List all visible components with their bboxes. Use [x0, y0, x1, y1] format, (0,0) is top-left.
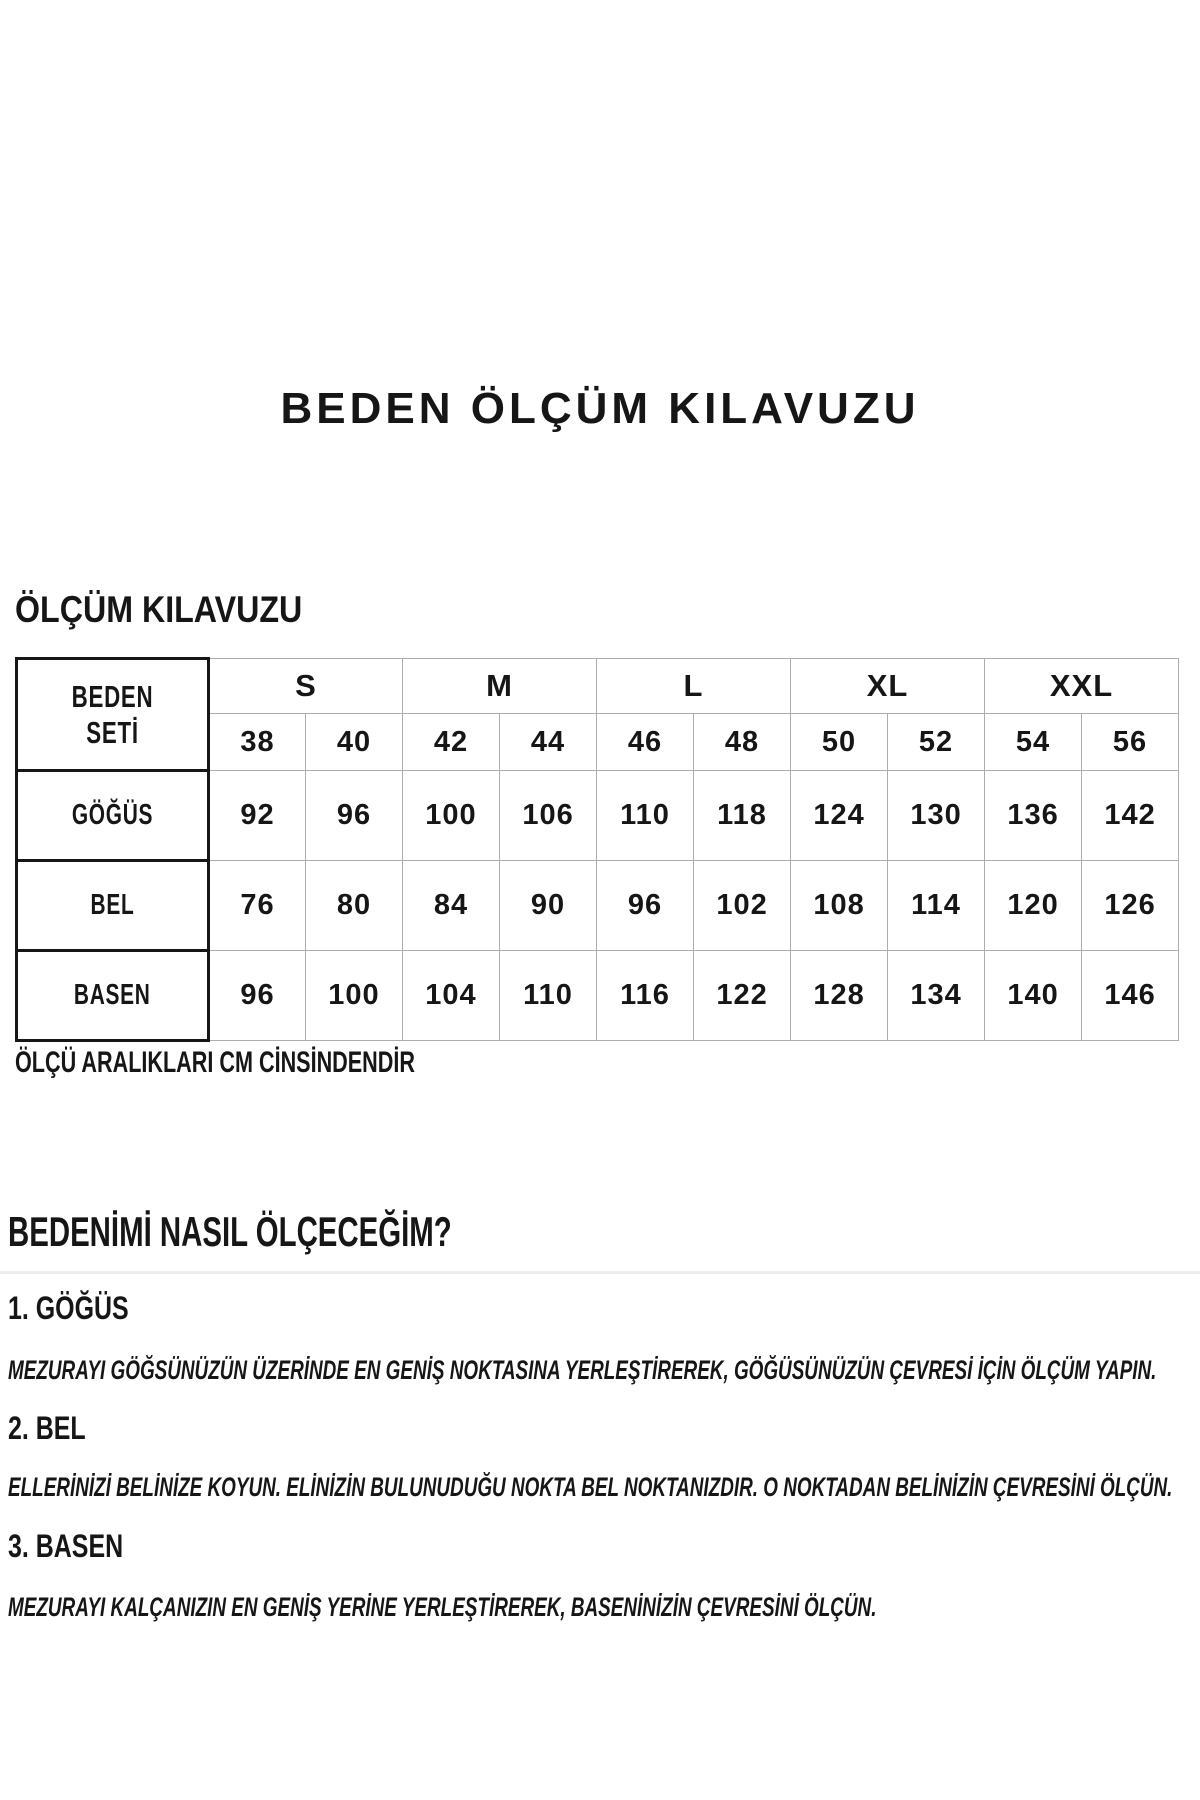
measure-guide-heading-text: ÖLÇÜM KILAVUZU — [15, 589, 303, 630]
size-group-row — [17, 659, 1179, 714]
step-title-waist — [8, 1410, 108, 1447]
measure-value-cell: 118 — [694, 771, 791, 861]
step-text-chest — [8, 1355, 1200, 1386]
step-text-waist — [8, 1472, 1200, 1503]
size-number-cell: 50 — [791, 714, 888, 771]
measure-value-cell: 108 — [791, 861, 888, 951]
measure-value-cell: 84 — [403, 861, 500, 951]
measure-value-cell: 80 — [306, 861, 403, 951]
step-title-hips — [8, 1528, 156, 1565]
step-title-waist-text: 2. BEL — [8, 1410, 86, 1446]
size-table — [15, 657, 1179, 1042]
how-to-heading-text: BEDENİMİ NASIL ÖLÇECEĞİM? — [8, 1208, 452, 1255]
measure-value-cell: 102 — [694, 861, 791, 951]
measure-value-cell: 96 — [306, 771, 403, 861]
measure-value-cell: 110 — [500, 951, 597, 1041]
step-title-chest-text: 1. GÖĞÜS — [8, 1290, 129, 1326]
measure-row-waist — [17, 861, 1179, 951]
measure-value-cell: 134 — [888, 951, 985, 1041]
measure-row-label-text: BASEN — [74, 979, 151, 1011]
size-group-cell: S — [209, 659, 403, 714]
measure-row-label-text: GÖĞÜS — [71, 799, 154, 831]
measure-value-cell: 130 — [888, 771, 985, 861]
measure-value-cell: 120 — [985, 861, 1082, 951]
step-text-waist-text: ELLERİNİZİ BELİNİZE KOYUN. ELİNİZİN BULUNUDUĞU NOKTA BEL NOKTANIZDIR. O NOKTADAN BELİNİZİN ÇEVRESİNİ ÖLÇÜN. — [8, 1472, 1173, 1502]
measure-value-cell: 110 — [597, 771, 694, 861]
corner-cell — [17, 659, 209, 771]
size-number-cell: 38 — [209, 714, 306, 771]
measure-row-hips — [17, 951, 1179, 1041]
divider — [0, 1271, 1200, 1274]
measure-value-cell: 126 — [1082, 861, 1179, 951]
measure-value-cell: 96 — [597, 861, 694, 951]
measure-value-cell: 122 — [694, 951, 791, 1041]
size-number-cell: 42 — [403, 714, 500, 771]
measure-row-label-text: BEL — [90, 889, 135, 921]
step-title-hips-text: 3. BASEN — [8, 1528, 124, 1564]
how-to-heading — [8, 1208, 642, 1256]
measure-value-cell: 128 — [791, 951, 888, 1041]
measure-value-cell: 104 — [403, 951, 500, 1041]
measure-value-cell: 142 — [1082, 771, 1179, 861]
measure-value-cell: 146 — [1082, 951, 1179, 1041]
step-title-chest — [8, 1290, 163, 1327]
measure-value-cell: 76 — [209, 861, 306, 951]
measure-value-cell: 92 — [209, 771, 306, 861]
size-group-cell: L — [597, 659, 791, 714]
measure-value-cell: 106 — [500, 771, 597, 861]
measure-value-cell: 116 — [597, 951, 694, 1041]
measure-value-cell: 100 — [306, 951, 403, 1041]
units-note — [15, 1046, 571, 1080]
corner-cell-label: BEDEN SETİ — [71, 678, 154, 750]
measure-value-cell: 114 — [888, 861, 985, 951]
measure-value-cell: 96 — [209, 951, 306, 1041]
measure-row-label — [17, 861, 209, 951]
page-title: BEDEN ÖLÇÜM KILAVUZU — [280, 384, 920, 433]
step-text-hips — [8, 1592, 1200, 1623]
size-group-cell: XL — [791, 659, 985, 714]
size-number-cell: 54 — [985, 714, 1082, 771]
measure-row-chest — [17, 771, 1179, 861]
measure-value-cell: 90 — [500, 861, 597, 951]
size-group-cell: XXL — [985, 659, 1179, 714]
size-group-cell: M — [403, 659, 597, 714]
size-number-cell: 48 — [694, 714, 791, 771]
units-note-text: ÖLÇÜ ARALIKLARI CM CİNSİNDENDİR — [15, 1046, 415, 1079]
measure-row-label — [17, 951, 209, 1041]
size-number-cell: 40 — [306, 714, 403, 771]
size-number-cell: 46 — [597, 714, 694, 771]
measure-value-cell: 100 — [403, 771, 500, 861]
measure-value-cell: 136 — [985, 771, 1082, 861]
measure-guide-heading — [15, 589, 345, 631]
measure-value-cell: 140 — [985, 951, 1082, 1041]
step-text-chest-text: MEZURAYI GÖĞSÜNÜZÜN ÜZERİNDE EN GENİŞ NOKTASINA YERLEŞTİREREK, GÖĞÜSÜNÜZÜN ÇEVRESİ İÇİN ÖLÇÜM YAPIN. — [8, 1355, 1157, 1385]
size-number-cell: 44 — [500, 714, 597, 771]
measure-row-label — [17, 771, 209, 861]
measure-value-cell: 124 — [791, 771, 888, 861]
step-text-hips-text: MEZURAYI KALÇANIZIN EN GENİŞ YERİNE YERLEŞTİREREK, BASENİNİZİN ÇEVRESİNİ ÖLÇÜN. — [8, 1592, 877, 1622]
size-number-cell: 52 — [888, 714, 985, 771]
size-number-cell: 56 — [1082, 714, 1179, 771]
